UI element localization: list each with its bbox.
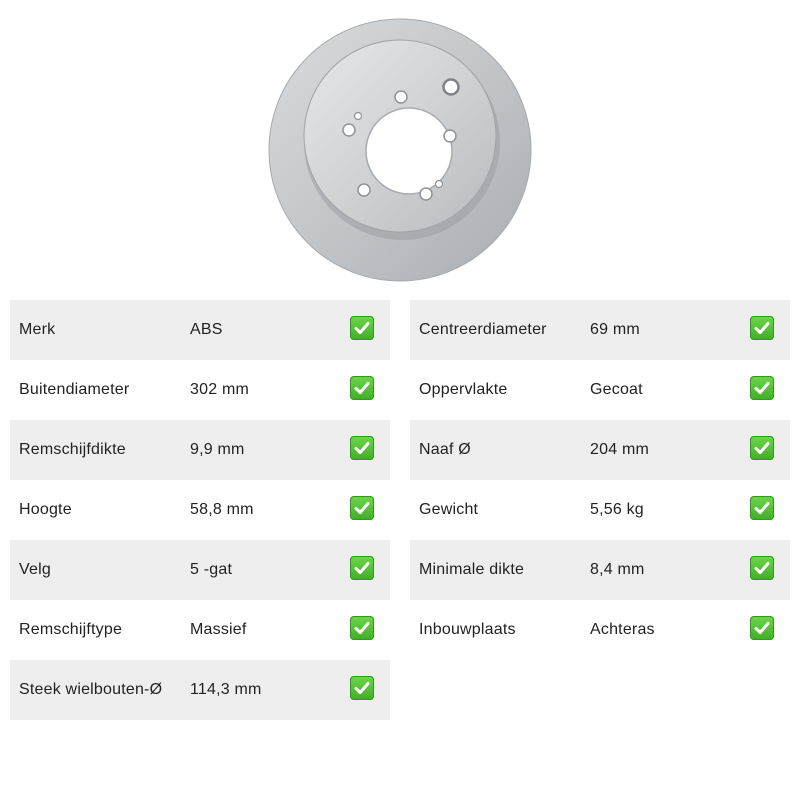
check-icon bbox=[350, 316, 374, 340]
spec-table-left bbox=[10, 300, 390, 720]
spec-row bbox=[410, 600, 790, 660]
spec-value: Massief bbox=[190, 621, 247, 638]
spec-value: 302 mm bbox=[190, 381, 249, 398]
check-icon bbox=[750, 556, 774, 580]
spec-label: Oppervlakte bbox=[419, 381, 508, 398]
spec-label: Remschijftype bbox=[19, 621, 123, 638]
check-icon bbox=[350, 556, 374, 580]
spec-value: Gecoat bbox=[590, 381, 643, 398]
spec-label: Steek wielbouten-Ø bbox=[19, 681, 163, 698]
spec-row bbox=[410, 540, 790, 600]
spec-row bbox=[410, 300, 790, 360]
brake-disc-image bbox=[268, 18, 532, 282]
spec-value: ABS bbox=[190, 321, 223, 338]
spec-row bbox=[410, 480, 790, 540]
check-icon bbox=[350, 376, 374, 400]
spec-label: Centreerdiameter bbox=[419, 321, 547, 338]
spec-row bbox=[10, 660, 390, 720]
spec-value: 9,9 mm bbox=[190, 441, 245, 458]
check-icon bbox=[750, 436, 774, 460]
check-icon bbox=[750, 376, 774, 400]
spec-row bbox=[10, 480, 390, 540]
spec-row bbox=[10, 420, 390, 480]
spec-value: Achteras bbox=[590, 621, 655, 638]
check-icon bbox=[750, 496, 774, 520]
check-icon bbox=[750, 316, 774, 340]
spec-label: Merk bbox=[19, 321, 56, 338]
spec-label: Buitendiameter bbox=[19, 381, 130, 398]
spec-label: Velg bbox=[19, 561, 51, 578]
check-icon bbox=[350, 496, 374, 520]
check-icon bbox=[750, 616, 774, 640]
check-icon bbox=[350, 436, 374, 460]
spec-value: 114,3 mm bbox=[190, 681, 262, 698]
spec-row bbox=[10, 540, 390, 600]
spec-row bbox=[10, 300, 390, 360]
check-icon bbox=[350, 676, 374, 700]
spec-table-right bbox=[410, 300, 790, 660]
spec-label: Hoogte bbox=[19, 501, 72, 518]
spec-label: Naaf Ø bbox=[419, 441, 471, 458]
spec-value: 69 mm bbox=[590, 321, 640, 338]
spec-row bbox=[10, 600, 390, 660]
spec-row bbox=[10, 360, 390, 420]
spec-value: 5 -gat bbox=[190, 561, 233, 578]
spec-label: Remschijfdikte bbox=[19, 441, 126, 458]
spec-label: Inbouwplaats bbox=[419, 621, 516, 638]
spec-value: 8,4 mm bbox=[590, 561, 645, 578]
check-icon bbox=[350, 616, 374, 640]
spec-row bbox=[410, 420, 790, 480]
spec-row bbox=[410, 360, 790, 420]
spec-value: 204 mm bbox=[590, 441, 649, 458]
spec-label: Minimale dikte bbox=[419, 561, 525, 578]
spec-value: 5,56 kg bbox=[590, 501, 644, 518]
spec-value: 58,8 mm bbox=[190, 501, 254, 518]
spec-label: Gewicht bbox=[419, 501, 479, 518]
